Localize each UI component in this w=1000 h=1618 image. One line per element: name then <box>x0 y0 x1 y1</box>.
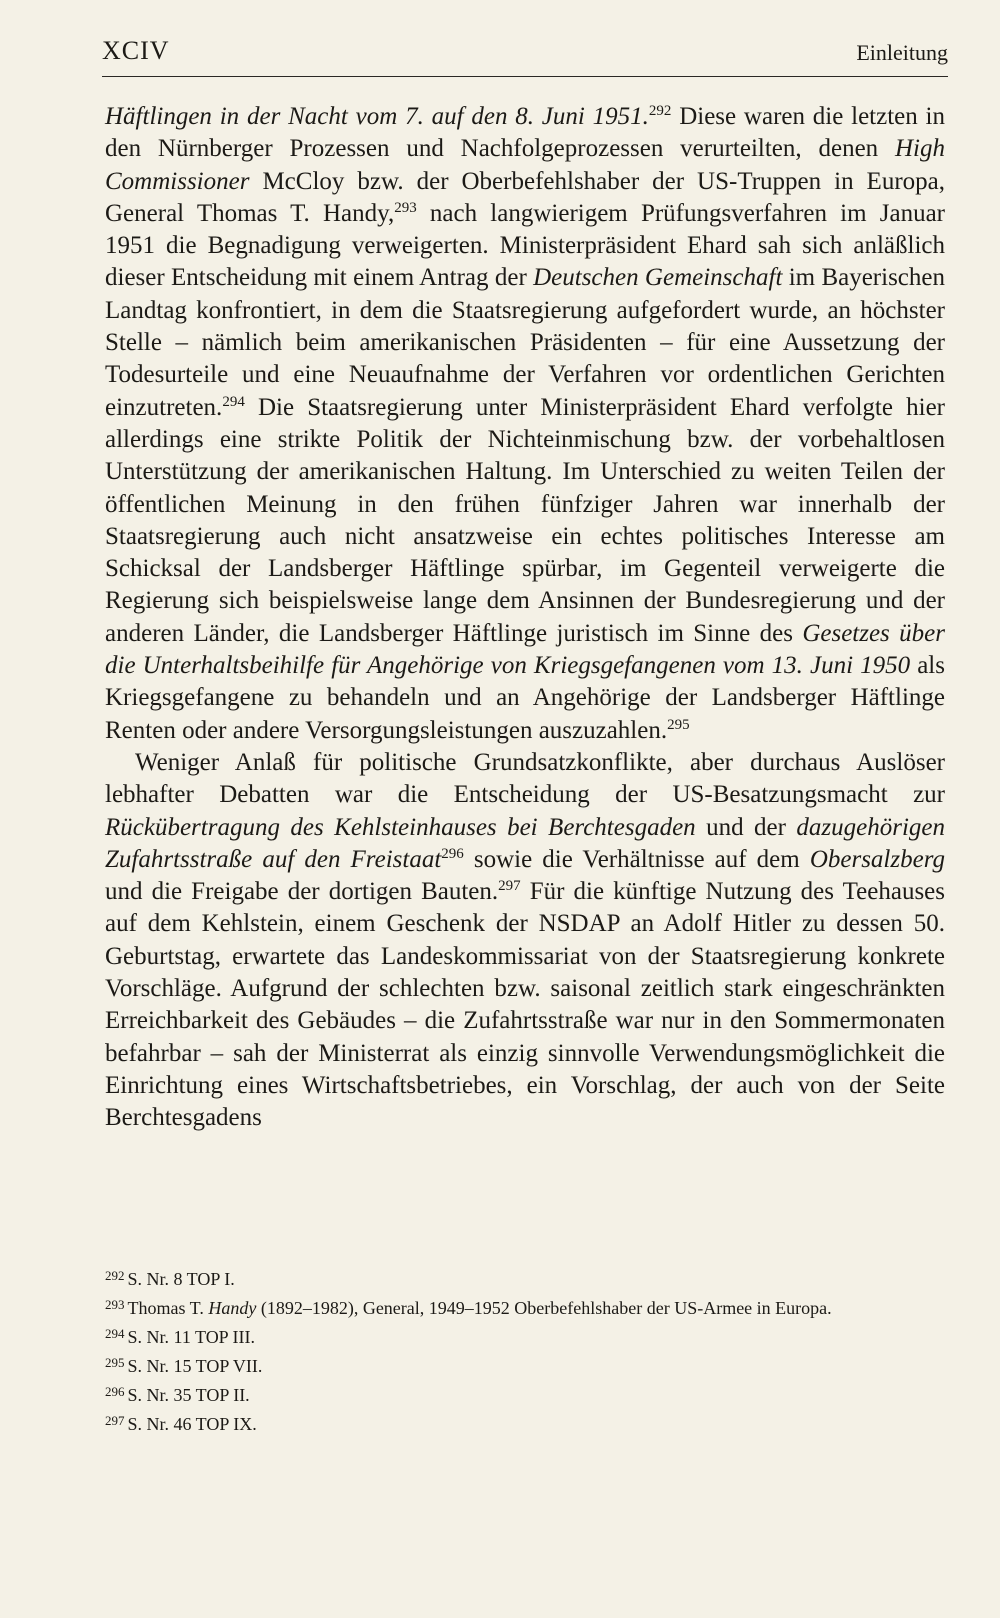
text-run: Diese waren die letzten in den Nürnberger Prozessen und Nachfolgeprozessen verurteilten, denen <box>105 103 946 163</box>
footnote-number: 293 <box>105 1297 125 1312</box>
text-run: nach langwierigem Prüfungsverfahren im Januar 1951 die Begnadigung verweigerten. Ministerpräsident Ehard sah sich anläßlich dieser Entscheidung mit einem Antrag der <box>105 199 945 292</box>
footnote-text: S. Nr. 35 TOP II. <box>127 1385 250 1405</box>
main-text <box>105 101 945 1135</box>
footnote-number: 292 <box>105 1268 125 1283</box>
footnote-reference[interactable]: 294 <box>222 393 245 410</box>
footnote <box>105 1350 945 1379</box>
page-header <box>102 36 948 77</box>
footnote-reference[interactable]: 295 <box>667 716 690 733</box>
footnote-italic-name: Handy <box>208 1298 257 1318</box>
footnote <box>105 1379 945 1408</box>
text-run: sowie die Verhältnisse auf dem <box>463 845 810 873</box>
text-run: im Bayerischen Landtag konfrontiert, in dem die Staatsregierung aufgefordert wurde, an höchster Stelle – nämlich beim amerikanischen Präsidenten – für eine Aussetzung der Todesurteile und eine Neuaufnahme der Verfahren vor ordentlichen Gerichten einzutreten. <box>105 264 945 421</box>
text-run: Weniger Anlaß für politische Grundsatzkonflikte, aber durchaus Auslöser lebhafter Debatten war die Entscheidung der US-Besatzungsmacht zur <box>105 748 945 809</box>
footnote-number: 296 <box>105 1384 125 1399</box>
footnote <box>105 1292 945 1321</box>
text-run: und der <box>695 813 797 841</box>
italic-text: Gesetzes über die Unterhaltsbeihilfe für Angehörige von Kriegsgefangenen vom 13. Juni 1950 <box>105 619 945 680</box>
footnote <box>105 1321 945 1350</box>
italic-text: Obersalzberg <box>809 845 945 873</box>
text-run: McCloy bzw. der Oberbefehlshaber der US-Truppen in Europa, General Thomas T. Handy, <box>105 167 945 227</box>
footnote-text: (1892–1982), General, 1949–1952 Oberbefehlshaber der US-Armee in Europa. <box>256 1298 832 1318</box>
text-run: als Kriegsgefangene zu behandeln und an Angehörige der Landsberger Häftlinge Renten oder andere Versorgungsleistungen auszuzahlen. <box>105 652 945 744</box>
paragraph <box>105 747 945 1135</box>
page-number: XCIV <box>102 36 170 65</box>
paragraph <box>105 101 945 747</box>
italic-text: High Commissioner <box>105 135 945 195</box>
footnote-text: S. Nr. 46 TOP IX. <box>127 1414 257 1434</box>
footnote-reference[interactable]: 293 <box>394 199 417 216</box>
footnote-text: Thomas T. <box>127 1298 209 1318</box>
text-run: Die Staatsregierung unter Ministerpräsident Ehard verfolgte hier allerdings eine strikte Politik der Nichteinmischung bzw. der vorbehaltlosen Unterstützung der amerikanischen Haltung. Im Unterschied zu weiten Teilen der öffentlichen Meinung in den frühen fünfziger Jahren war innerhalb der Staatsregierung auch nicht ansatzweise ein echtes politisches Interesse am Schicksal der Landsberger Häftlinge spürbar, im Gegenteil verweigerte die Regierung sich beispielsweise lange dem Ansinnen der Bundesregierung und der anderen Länder, die Landsberger Häftlinge juristisch im Sinne des <box>105 393 945 647</box>
footnote-reference[interactable]: 292 <box>648 103 672 119</box>
footnote-reference[interactable]: 297 <box>498 878 521 895</box>
text-run: und die Freigabe der dortigen Bauten. <box>105 878 499 906</box>
footnote-text: S. Nr. 11 TOP III. <box>127 1327 256 1347</box>
footnote-text: S. Nr. 8 TOP I. <box>127 1269 235 1289</box>
footnote-number: 297 <box>105 1413 125 1428</box>
text-run: Für die künftige Nutzung des Teehauses auf dem Kehlstein, einem Geschenk der NSDAP an Adolf Hitler zu dessen 50. Geburtstag, erwartete das Landeskommissariat von der Staatsregierung konkrete Vorschläge. Aufgrund der schlechten bzw. saisonal zeitlich stark eingeschränkten Erreichbarkeit des Gebäudes – die Zufahrtsstraße war nur in den Sommermonaten befahrbar – sah der Ministerrat als einzig sinnvolle Verwendungsmöglichkeit die Einrichtung eines Wirtschaftsbetriebes, ein Vorschlag, der auch von der Seite Berchtesgadens <box>105 878 945 1132</box>
running-title: Einleitung <box>856 40 948 65</box>
italic-text: dazugehörigen Zufahrtsstraße auf den Freistaat <box>105 813 946 873</box>
italic-text: Deutschen Gemeinschaft <box>533 264 783 292</box>
footnote-reference[interactable]: 296 <box>441 845 464 862</box>
footnote-number: 294 <box>105 1326 125 1341</box>
footnote-text: S. Nr. 15 TOP VII. <box>127 1356 263 1376</box>
italic-text: Rückübertragung des Kehlsteinhauses bei Berchtesgaden <box>105 813 696 841</box>
footnotes <box>105 1263 945 1437</box>
italic-text: Häftlingen in der Nacht vom 7. auf den 8. Juni 1951. <box>105 103 649 130</box>
footnote-number: 295 <box>105 1355 125 1370</box>
footnote <box>105 1408 945 1437</box>
footnote <box>105 1263 945 1292</box>
